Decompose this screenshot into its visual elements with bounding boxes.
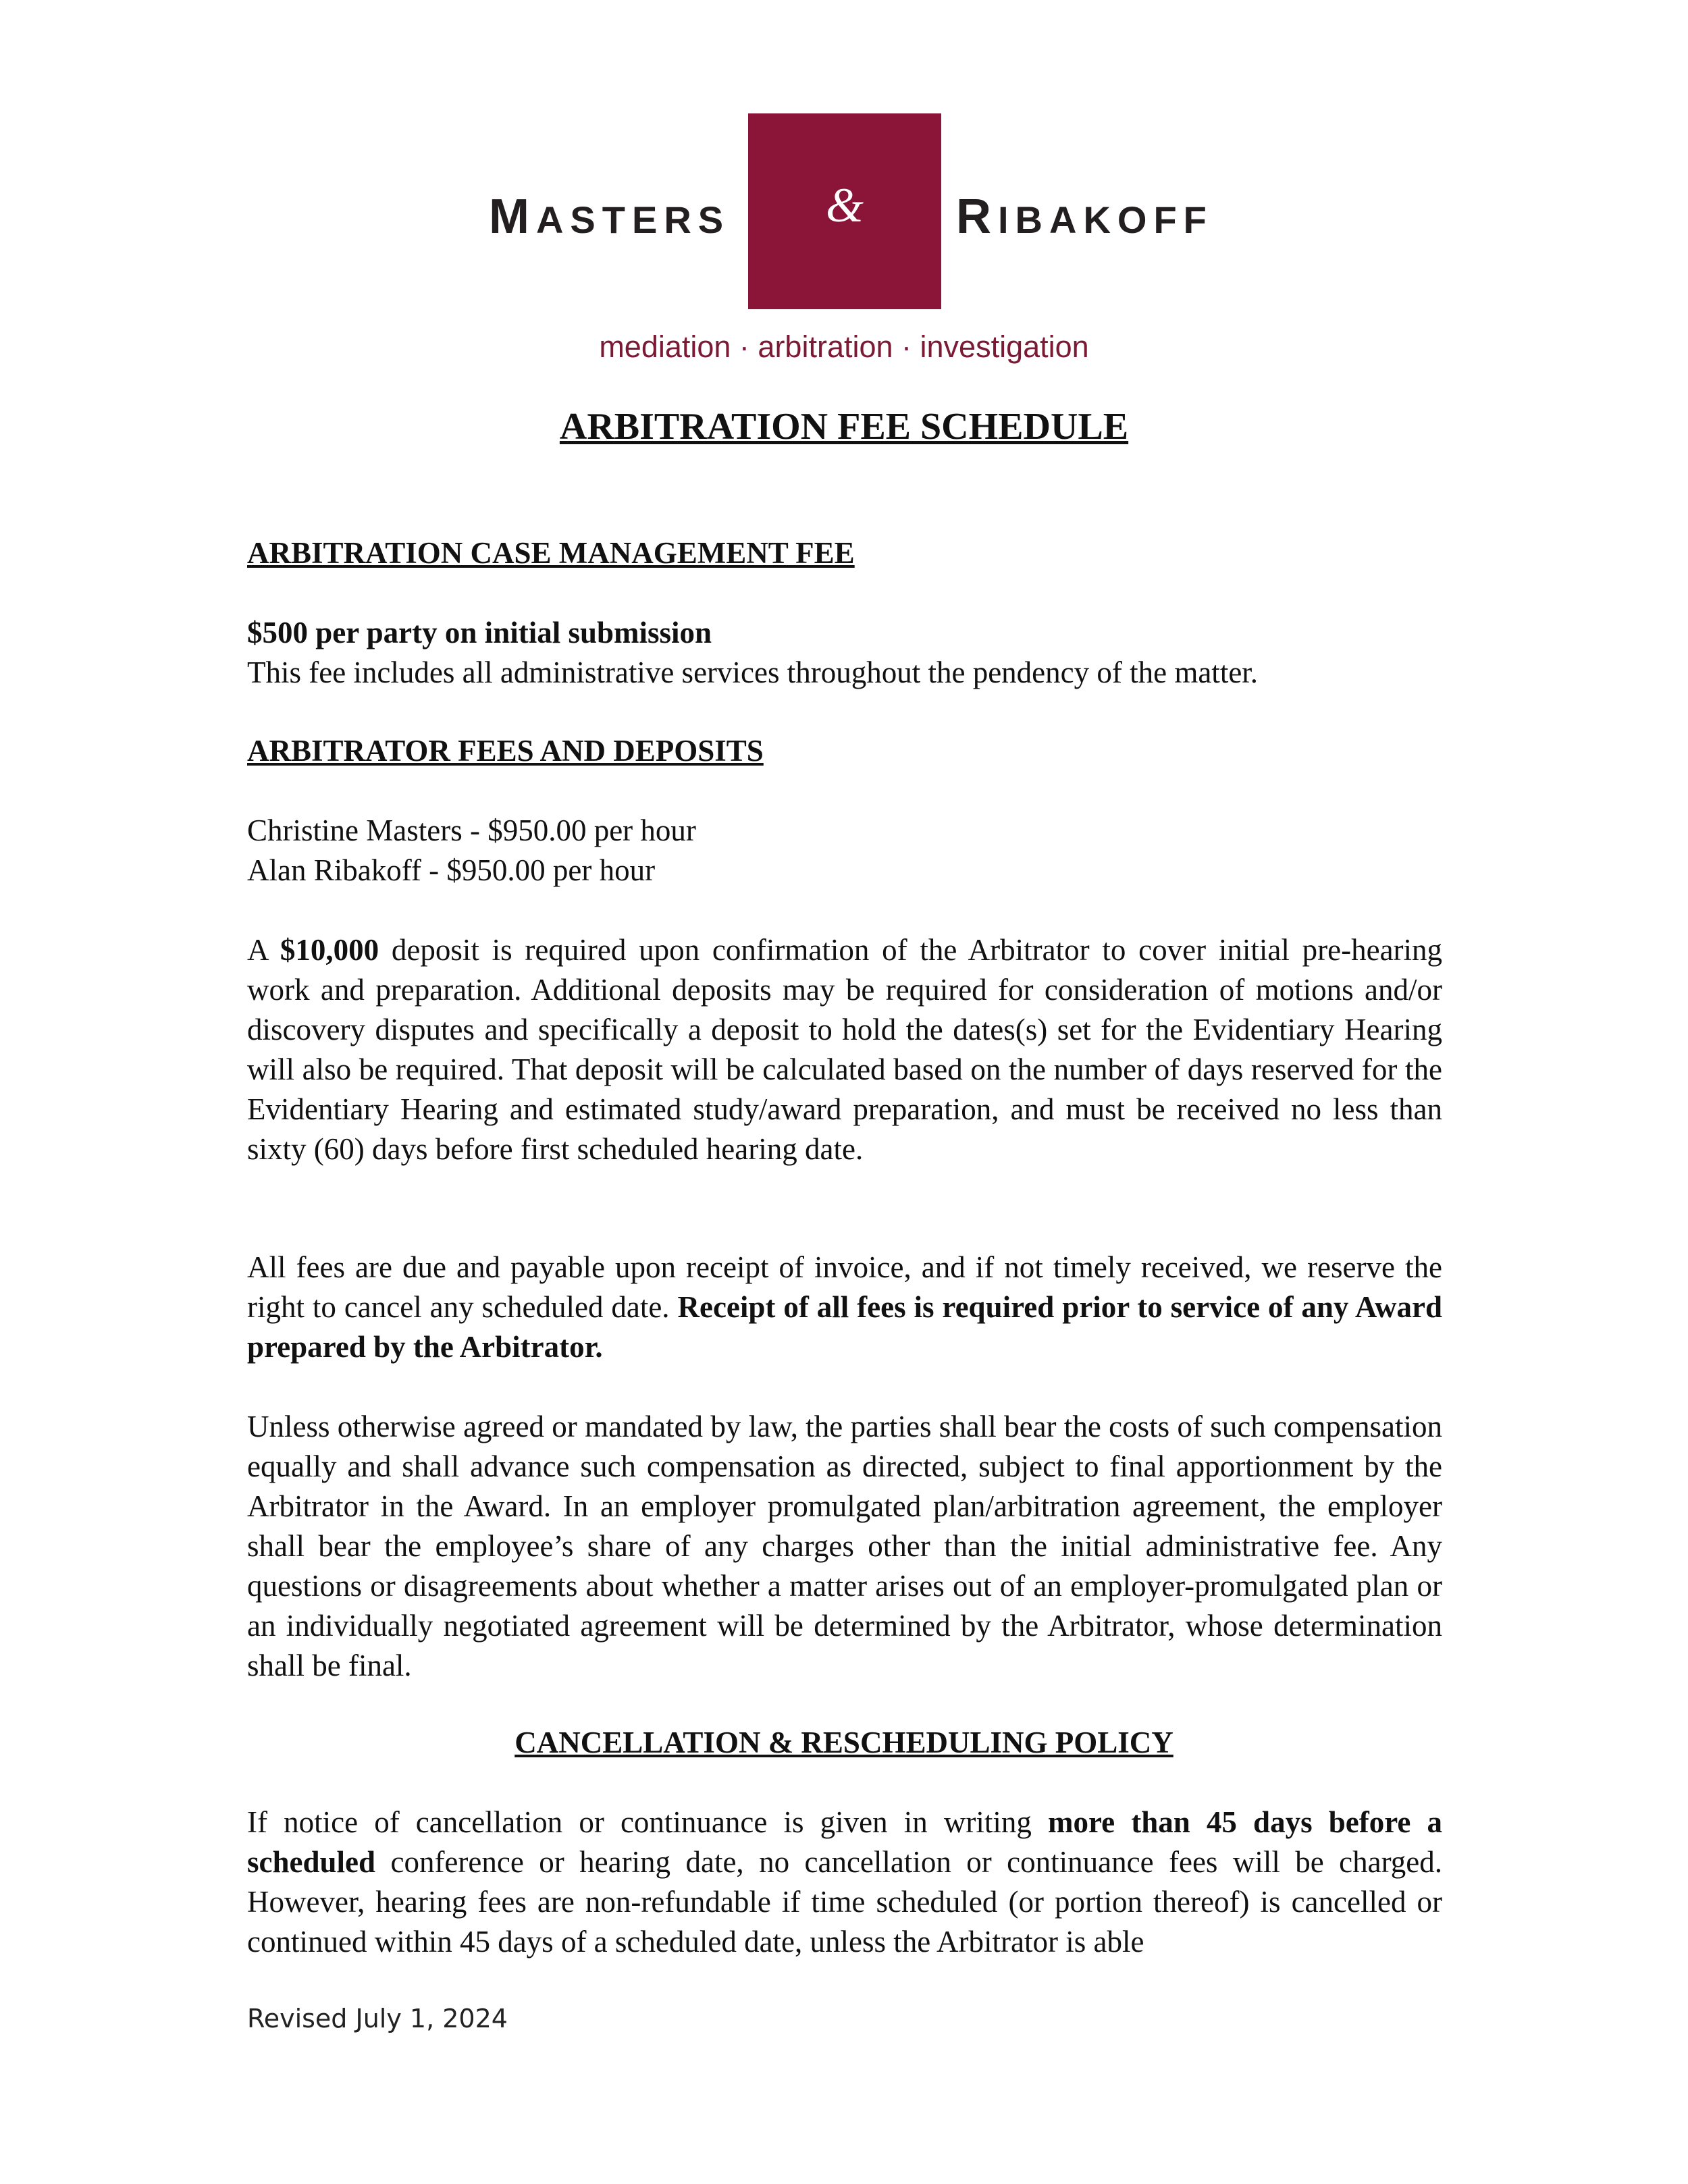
logo-word-ribakoff: RIBAKOFF bbox=[956, 190, 1213, 244]
deposit-intro: A bbox=[247, 933, 268, 967]
revision-footer: Revised July 1, 2024 bbox=[247, 2004, 508, 2033]
payment-bold-text: Receipt of all fees is required prior to service of any Award prepared by the Arbitrator. bbox=[247, 1290, 1442, 1364]
payment-paragraph bbox=[247, 1248, 1442, 1367]
rate-alan-ribakoff: Alan Ribakoff - $950.00 per hour bbox=[247, 853, 656, 887]
deposit-text: deposit is required upon confirmation of the Arbitrator to cover initial pre-hearing work and preparation. Additional deposits may be required for consideration of motions and/or discovery disputes and specifically a deposit to hold the dates(s) set for the Evidentiary Hearing will also be required. That deposit will be calculated based on the number of days reserved for the Evidentiary Hearing and estimated study/award preparation, and must be received no less than sixty (60) days before first scheduled hearing date. bbox=[247, 933, 1443, 1166]
case-management-fee: $500 per party on initial submission bbox=[247, 616, 712, 649]
cancellation-bold: more than 45 days before a scheduled bbox=[247, 1805, 1442, 1879]
logo-ampersand: & bbox=[825, 178, 864, 232]
firm-logo bbox=[0, 0, 1688, 378]
logo-word-masters: MASTERS bbox=[489, 190, 731, 244]
cancellation-paragraph bbox=[247, 1803, 1442, 1962]
case-management-description: This fee includes all administrative services throughout the pendency of the matter. bbox=[247, 656, 1259, 689]
cancellation-rest: conference or hearing date, no cancellation or continuance fees will be charged. However, hearing fees are non-refundable if time scheduled (or portion thereof) is cancelled or continued within 45 days of a scheduled date, unless the Arbitrator is able bbox=[247, 1845, 1442, 1959]
apportionment-paragraph: Unless otherwise agreed or mandated by law, the parties shall bear the costs of such compensation equally and shall advance such compensation as directed, subject to final apportionment by the Arbitrator in the Award. In an employer promulgated plan/arbitration agreement, the employer shall bear the employee’s share of any charges other than the initial administrative fee. Any questions or disagreements about whether a matter arises out of an employer-promulgated plan or an individually negotiated agreement will be determined by the Arbitrator, whose determination shall be final. bbox=[247, 1410, 1442, 1682]
cancellation-heading: CANCELLATION & RESCHEDULING POLICY bbox=[515, 1726, 1173, 1759]
deposit-amount: $10,000 bbox=[280, 933, 379, 967]
payment-text: All fees are due and payable upon receipt of invoice, and if not timely received, we reserve the right to cancel any scheduled date. bbox=[247, 1250, 1442, 1324]
deposit-paragraph bbox=[247, 930, 1442, 1169]
case-management-heading: ARBITRATION CASE MANAGEMENT FEE bbox=[247, 536, 855, 570]
page-title: ARBITRATION FEE SCHEDULE bbox=[559, 406, 1129, 448]
arbitrator-fees-heading: ARBITRATOR FEES AND DEPOSITS bbox=[247, 734, 764, 768]
rate-christine-masters: Christine Masters - $950.00 per hour bbox=[247, 814, 696, 847]
cancellation-intro: If notice of cancellation or continuance is given in writing bbox=[247, 1805, 1032, 1839]
logo-tagline: mediation · arbitration · investigation bbox=[599, 329, 1089, 364]
